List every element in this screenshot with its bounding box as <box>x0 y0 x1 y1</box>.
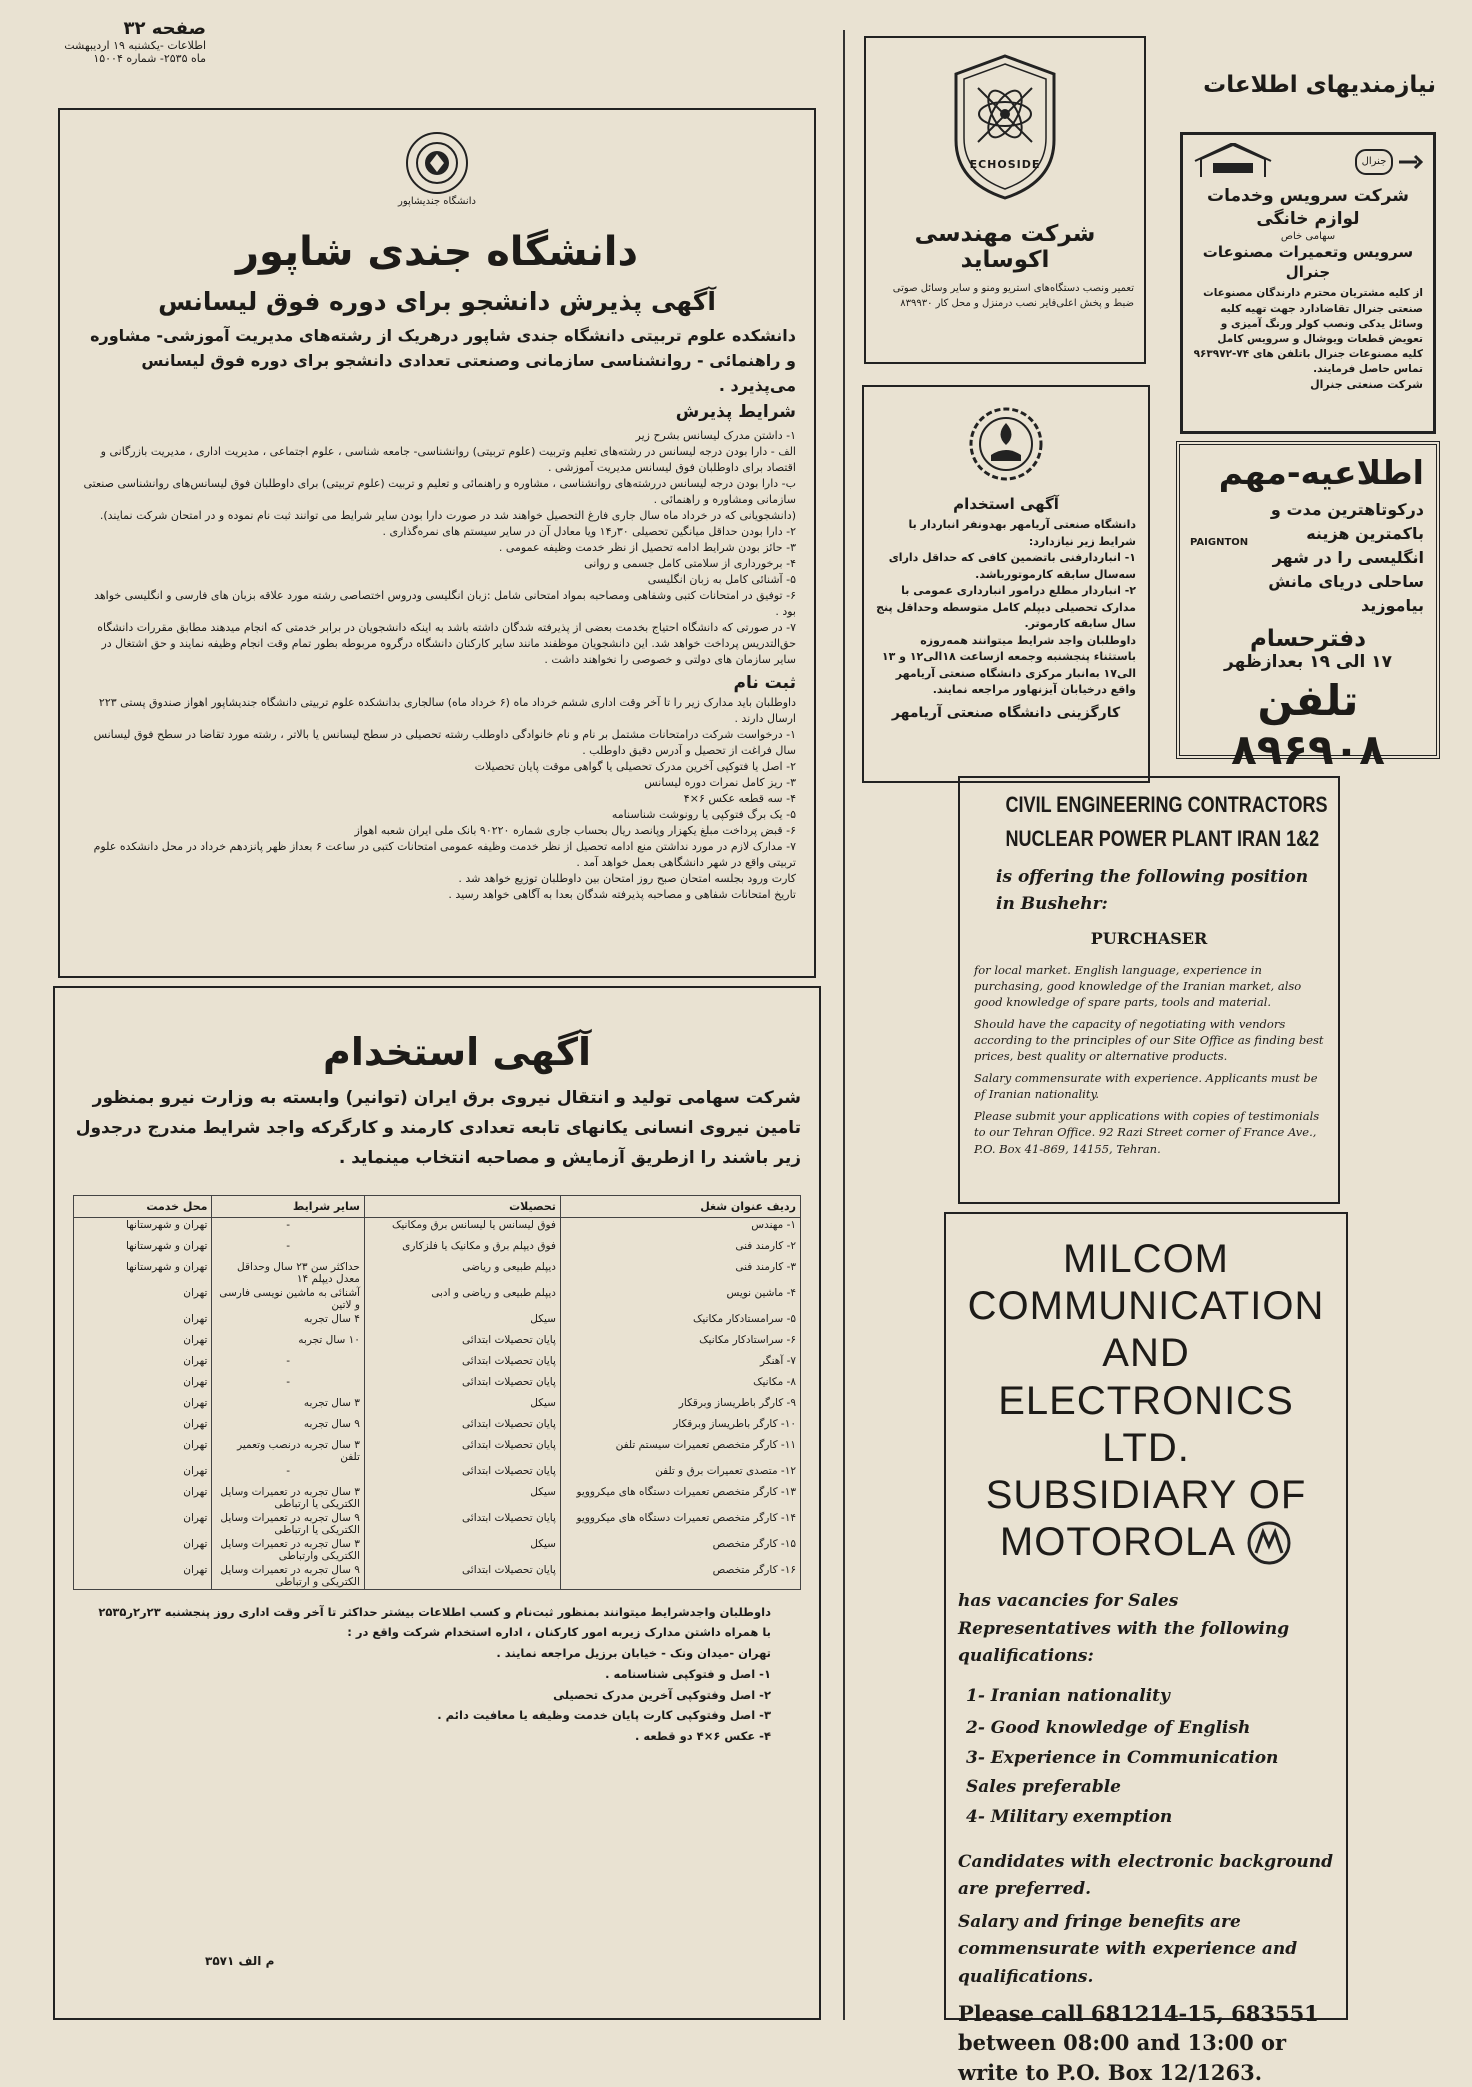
table-row <box>74 1396 800 1417</box>
table-cell: تهران <box>183 1438 208 1451</box>
table-cell: پایان تحصیلات ابتدائی <box>364 1563 560 1589</box>
table-cell: حداکثر سن ۲۳ سال وحداقل معدل دیپلم ۱۴ <box>212 1260 364 1286</box>
col-header: محل خدمت <box>74 1196 212 1218</box>
condition-item: ب- دارا بودن درجه لیسانس دررشته‌های روانشناسی ، مشاوره و راهنمائی و تعلیم و تربیت (علوم تربیتی) برای داوطلبان فوق لیسانس‌های روانشناسی صنعتی سازمانی ومشاوره و راهنمائی . <box>83 477 796 507</box>
general-service <box>1193 242 1423 283</box>
ad-code: م الف ۳۵۷۱ <box>205 1954 275 1968</box>
table-cell: - <box>212 1375 364 1396</box>
general-service-line: سرویس وتعمیرات مصنوعات <box>1202 242 1414 261</box>
general-footer: شرکت صنعتی جنرال <box>1310 377 1423 391</box>
milcom-contact: Please call 681214-15, 683551 between 08:00 and 13:00 or write to P.O. Box 12/1263. <box>958 2000 1319 2085</box>
civil-paragraph: Should have the capacity of negotiating with vendors according to the principles of our Site Office as finding best prices, best quality or alternative products. <box>974 1016 1324 1064</box>
table-cell: تهران <box>183 1333 208 1346</box>
civil-title-line: NUCLEAR POWER PLANT IRAN 1&2 <box>1005 826 1320 852</box>
civil-title-line: CIVIL ENGINEERING CONTRACTORS <box>1005 792 1328 817</box>
col-header: ردیف عنوان شغل <box>560 1196 800 1218</box>
echoside-body: تعمیر ونصب دستگاه‌های استریو ومنو و سایر وسائل صوتی ضبط و پخش اعلی‌فایر نصب درمنزل و محل کار ۸۳۹۹۳۰ <box>892 283 1134 309</box>
page-header <box>56 18 206 65</box>
general-title-line: شرکت سرویس وخدمات <box>1207 186 1409 206</box>
civil-ad <box>958 776 1340 1204</box>
table-cell: - <box>212 1464 364 1485</box>
notice-ad <box>1176 441 1440 774</box>
table-cell: ۱۰- کارگر باطریساز وبرقکار <box>560 1417 800 1438</box>
qualification-item: 3- Experience in Communication Sales preferable <box>966 1748 1279 1797</box>
milcom-salary: Salary and fringe benefits are commensurate with experience and qualifications. <box>958 1912 1298 1987</box>
table-cell: تهران <box>183 1375 208 1388</box>
table-cell: تهران <box>183 1417 208 1430</box>
civil-offering: is offering the following position in Bushehr: <box>996 867 1309 915</box>
register-item: ۳- ریز کامل نمرات دوره لیسانس <box>644 776 796 790</box>
milcom-title-line: MOTOROLA <box>999 1520 1237 1565</box>
notice-hours: ۱۷ الی ۱۹ بعدازظهر <box>1224 652 1392 672</box>
milcom-title <box>958 1236 1334 1566</box>
table-row <box>74 1333 800 1354</box>
table-cell: تهران <box>183 1464 208 1477</box>
milcom-title-line: MILCOM <box>1063 1237 1229 1281</box>
milcom-title-line: COMMUNICATION <box>967 1284 1325 1329</box>
civil-title <box>1005 788 1328 856</box>
aryamehr-item: داوطلبان واجد شرایط میتوانند همه‌روزه باستثناء پنجشنبه وجمعه ازساعت ۱۸الی۱۲ و ۱۳ الی۱۷ به‌انبار مرکزی دانشگاه صنعتی آریامهر واقع درخیابان آیزنهاور مراجعه نمایند. <box>881 633 1136 696</box>
table-cell: - <box>212 1239 364 1260</box>
house-icon <box>1193 143 1313 181</box>
table-cell: ۹- کارگر باطریساز وبرقکار <box>560 1396 800 1417</box>
table-cell: سیکل <box>364 1485 560 1511</box>
table-cell: ۱۵- کارگر متخصص <box>560 1537 800 1563</box>
table-cell: ۱۳- کارگر متخصص تعمیرات دستگاه های میکروویو <box>560 1485 800 1511</box>
milcom-title-line: SUBSIDIARY OF <box>985 1472 1307 1517</box>
table-cell: سیکل <box>364 1396 560 1417</box>
table-cell: آشنائی به ماشین نویسی فارسی و لاتین <box>212 1286 364 1312</box>
general-logo-badge <box>1355 149 1423 175</box>
table-cell: سیکل <box>364 1537 560 1563</box>
table-cell: ۲- کارمند فنی <box>560 1239 800 1260</box>
civil-position: PURCHASER <box>1090 928 1208 948</box>
table-cell: - <box>212 1218 364 1239</box>
column-divider <box>843 30 845 2020</box>
university-seal-icon <box>406 132 468 194</box>
footer-line: ۱- اصل و فتوکپی شناسنامه . <box>605 1666 771 1681</box>
condition-item: ۱- داشتن مدرک لیسانس بشرح زیر <box>635 429 796 443</box>
table-cell: پایان تحصیلات ابتدائی <box>364 1333 560 1354</box>
jobs-table-wrap <box>73 1195 801 1590</box>
paignton-label: PAIGNTON <box>1190 537 1249 548</box>
table-row <box>74 1375 800 1396</box>
table-row <box>74 1239 800 1260</box>
qualification-item: 4- Military exemption <box>966 1806 1173 1827</box>
table-cell: ۹ سال تجربه در تعمیرات وسایل الکتریکی و ارتباطی <box>212 1563 364 1589</box>
page-number: صفحه ۳۲ <box>123 18 206 39</box>
register-list <box>78 695 796 902</box>
table-cell: پایان تحصیلات ابتدائی <box>364 1354 560 1375</box>
register-item: ۲- اصل یا فتوکپی آخرین مدرک تحصیلی یا گواهی موقت پایان تحصیلات <box>474 760 796 774</box>
register-item: کارت ورود بجلسه امتحان صبح روز امتحان بین داوطلبان توزیع خواهد شد . <box>458 871 796 885</box>
general-service-line: جنرال <box>1285 263 1331 282</box>
table-cell: دیپلم طبیعی و ریاضی و ادبی <box>364 1286 560 1312</box>
aryamehr-intro: دانشگاه صنعتی آریامهر بهدونفر انباردار با شرایط زیر نیازدارد: <box>908 518 1136 548</box>
tavanir-ad <box>53 986 821 2020</box>
table-cell: فوق لیسانس یا لیسانس برق ومکانیک <box>364 1218 560 1239</box>
table-cell: ۳ سال تجربه در تعمیرات وسایل الکتریکی یا ارتباطی <box>212 1485 364 1511</box>
notice-title: اطلاعیه-مهم <box>1218 453 1424 492</box>
table-cell: سیکل <box>364 1312 560 1333</box>
table-cell: ۱۲- متصدی تعمیرات برق و تلفن <box>560 1464 800 1485</box>
table-cell: ۴ سال تجربه <box>212 1312 364 1333</box>
table-cell: ۷- آهنگر <box>560 1354 800 1375</box>
condition-item: الف - دارا بودن درجه لیسانس در رشته‌های تعلیم وتربیت (علوم تربیتی) روانشناسی- جامعه شناسی ، علوم اجتماعی ، مدیریت اداری ، مدیریت بازرگانی و اقتصاد برای داوطلبان فوق لیسانس مدیریت آموزشی . <box>100 445 796 475</box>
table-cell: فوق دیپلم برق و مکانیک یا فلزکاری <box>364 1239 560 1260</box>
general-sub: سهامی خاص <box>1280 230 1336 242</box>
echoside-logo-text: ECHOSIDE <box>969 158 1041 171</box>
table-row <box>74 1354 800 1375</box>
table-cell: تهران <box>183 1312 208 1325</box>
general-title <box>1193 185 1423 231</box>
date-line: اطلاعات -یکشنبه ۱۹ اردیبهشت <box>64 39 206 52</box>
table-row <box>74 1260 800 1286</box>
condition-item: ۵- آشنائی کامل به زبان انگلیسی <box>647 572 796 586</box>
civil-body <box>974 962 1324 1157</box>
general-logo-icon: جنرال <box>1355 149 1393 175</box>
shapur-intro: دانشکده علوم تربیتی دانشگاه جندی شاپور درهریک از رشته‌های مدیریت آموزشی- مشاوره و راهنمائی - روانشناسی سازمانی وصنعتی تعدادی دانشجو برای دوره فوق لیسانس می‌پذیرد . <box>90 326 796 395</box>
table-cell: پایان تحصیلات ابتدائی <box>364 1511 560 1537</box>
table-cell: ۵- سرامستادکار مکانیک <box>560 1312 800 1333</box>
general-body: از کلیه مشتریان محترم دارندگان مصنوعات صنعتی جنرال تقاضادارد جهت تهیه کلیه وسائل یدکی ونصب کولر ورنگ آمیزی و تعویض قطعات ویوشال و سرویس کامل کلیه مصنوعات جنرال باتلفن های ۷۴-۹۶۳۹۷۲ تماس حاصل فرمایند. <box>1193 287 1423 376</box>
register-item: ۷- مدارک لازم در مورد نداشتن منع ادامه تحصیل از نظر خدمت وظیفه عمومی امتحانات کتبی در ساعت ۶ بعداز ظهر پانزدهم خرداد در محل دانشکده علوم تربیتی واقع در شهر دانشگاهی بعمل خواهد آمد . <box>93 839 796 869</box>
condition-item: ۴- برخورداری از سلامتی کامل جسمی و روانی <box>584 556 796 570</box>
table-cell: پایان تحصیلات ابتدائی <box>364 1464 560 1485</box>
civil-paragraph: Salary commensurate with experience. Applicants must be of Iranian nationality. <box>974 1071 1318 1102</box>
table-row <box>74 1417 800 1438</box>
col-header: تحصیلات <box>364 1196 560 1218</box>
notice-phone: تلفن ۸۹۶۹۰۸ <box>1231 676 1385 774</box>
aryamehr-title: آگهی استخدام <box>953 495 1059 513</box>
milcom-candidates: Candidates with electronic background are preferred. <box>958 1851 1334 1900</box>
table-row <box>74 1563 800 1589</box>
register-intro: داوطلبان باید مدارک زیر را تا آخر وقت اداری ششم خرداد ماه (۶ خرداد ماه) سالجاری بدانشکده علوم تربیتی دانشگاه جندیشاپور اهواز صندوق پستی ۲۲۳ ارسال دارند . <box>98 696 796 726</box>
register-title: ثبت نام <box>733 673 796 694</box>
table-cell: ۱۶- کارگر متخصص <box>560 1563 800 1589</box>
table-row <box>74 1464 800 1485</box>
aryamehr-item: ۲- انباردار مطلع درامور انبارداری عمومی با مدارک تحصیلی دیپلم کامل متوسطه وحداقل پنج سال سابقه کارموتر. <box>876 584 1136 630</box>
table-row <box>74 1286 800 1312</box>
table-cell: تهران <box>183 1537 208 1550</box>
register-item: ۱- درخواست شرکت درامتحانات مشتمل بر نام و نام خانوادگی داوطلب رشته تحصیلی در سطح لیسانس یا بالاتر ، رشته مورد تقاضا در سطح فوق لیسانس سال فراغت از تحصیل و آدرس دقیق داوطلب . <box>93 728 796 758</box>
table-row <box>74 1485 800 1511</box>
register-item: تاریخ امتحانات شفاهی و مصاحبه پذیرفته شدگان بعدا به آگاهی خواهد رسید . <box>448 887 796 901</box>
table-cell: تهران <box>183 1563 208 1576</box>
motorola-logo-icon <box>1246 1520 1292 1566</box>
table-cell: پایان تحصیلات ابتدائی <box>364 1438 560 1464</box>
table-cell: ۹ سال تجربه در تعمیرات وسایل الکتریکی یا ارتباطی <box>212 1511 364 1537</box>
register-item: ۶- قبض پرداخت مبلغ یکهزار وپانصد ریال بحساب جاری شماره ۹۰۲۲۰ بانک ملی ایران شعبه اهواز <box>354 823 796 837</box>
aryamehr-body <box>876 517 1136 699</box>
aryamehr-item: ۱- انباردارفنی باتضمین کافی که حداقل دارای سه‌سال سابقه کارموتورباشد. <box>888 551 1136 581</box>
table-cell: تهران <box>183 1511 208 1524</box>
table-cell: تهران و شهرستانها <box>125 1239 208 1252</box>
shapur-title: دانشگاه جندی شاپور <box>235 229 639 275</box>
qualification-item: 2- Good knowledge of English <box>966 1718 1251 1739</box>
table-cell: تهران <box>183 1485 208 1498</box>
condition-item: ۶- توفیق در امتحانات کتبی وشفاهی ومصاحبه بمواد امتحانی شامل :زبان انگلیسی ودروس اختصاصی رشته مورد علاقه بزبان های فارسی و انگلیسی خواهد بود . <box>94 588 796 618</box>
table-cell: ۶- سراستادکار مکانیک <box>560 1333 800 1354</box>
shapur-ad <box>58 108 816 978</box>
table-cell: ۱- مهندس <box>560 1218 800 1239</box>
table-cell: - <box>212 1354 364 1375</box>
table-row <box>74 1537 800 1563</box>
milcom-title-line: AND ELECTRONICS <box>998 1331 1294 1423</box>
table-cell: ۴- ماشین نویس <box>560 1286 800 1312</box>
table-cell: ۱۴- کارگر متخصص تعمیرات دستگاه های میکروویو <box>560 1511 800 1537</box>
aryamehr-footer: کارگزینی دانشگاه صنعتی آریامهر <box>891 704 1121 721</box>
milcom-intro: has vacancies for Sales Representatives with the following qualifications: <box>958 1591 1290 1666</box>
issue-line: ماه ۲۵۳۵- شماره ۱۵۰۰۴ <box>93 52 206 65</box>
table-cell: پایان تحصیلات ابتدائی <box>364 1375 560 1396</box>
table-cell: تهران و شهرستانها <box>125 1260 208 1273</box>
tavanir-footer <box>73 1602 801 1747</box>
echoside-ad <box>864 36 1146 364</box>
general-title-line: لوازم خانگی <box>1256 208 1360 229</box>
civil-paragraph: Please submit your applications with copies of testimonials to our Tehran Office. 92 Razi Street corner of France Ave., P.O. Box 41-869, 14155, Tehran. <box>974 1109 1320 1156</box>
general-ad <box>1180 132 1436 434</box>
seal-caption: دانشگاه جندیشاپور <box>398 196 476 207</box>
echoside-shield-icon <box>950 52 1060 202</box>
footer-line: داوطلبان واجدشرایط میتوانند بمنظور ثبت‌نام و کسب اطلاعات بیشتر حداکثر تا آخر وقت اداری روز پنجشنبه ۲۳ر۲ر۲۵۳۵ <box>98 1604 771 1619</box>
milcom-title-line: LTD. <box>1102 1425 1190 1470</box>
table-cell: تهران و شهرستانها <box>125 1219 208 1232</box>
footer-line: با همراه داشتن مدارک زیربه امور کارکنان ، اداره استخدام شرکت واقع در : <box>347 1625 771 1640</box>
table-cell: دیپلم طبیعی و ریاضی <box>364 1260 560 1286</box>
table-cell: ۹ سال تجربه <box>212 1417 364 1438</box>
jobs-table-body <box>74 1218 800 1589</box>
civil-paragraph: for local market. English language, experience in purchasing, good knowledge of the Iranian market, also good knowledge of spare parts, tools and material. <box>974 962 1302 1009</box>
table-row <box>74 1438 800 1464</box>
qualification-item: 1- Iranian nationality <box>966 1685 1170 1706</box>
condition-item: ۲- دارا بودن حداقل میانگین تحصیلی ۳۰ر۱۴ ویا معادل آن در سایر سیستم های نمره‌گذاری . <box>382 525 796 539</box>
table-row <box>74 1312 800 1333</box>
conditions-title: شرایط پذیرش <box>675 402 796 423</box>
aryamehr-ad <box>862 385 1150 783</box>
table-cell: تهران <box>183 1286 208 1299</box>
conditions-list <box>78 428 796 667</box>
table-row <box>74 1218 800 1239</box>
aryamehr-emblem-icon <box>967 405 1045 483</box>
table-cell: ۸- مکانیک <box>560 1375 800 1396</box>
table-cell: ۳ سال تجربه درنصب وتعمیر تلفن <box>212 1438 364 1464</box>
condition-item: ۳- حائز بودن شرایط ادامه تحصیل از نظر خدمت وظیفه عمومی . <box>498 540 796 554</box>
tavanir-intro: شرکت سهامی تولید و انتقال نیروی برق ایران (توانیر) وابسته به وزارت نیرو بمنظور تامین نیروی انسانی یکانهای تابعه تعدادی کارمند و کارگرکه واجد شرایط مندرج درجدول زیر باشند را ازطریق آزمایش و مصاحبه انتخاب مینماید . <box>75 1088 801 1168</box>
tavanir-title: آگهی استخدام <box>322 1030 591 1074</box>
col-header: سایر شرایط <box>212 1196 364 1218</box>
section-title: نیازمندیهای اطلاعات <box>1203 72 1436 98</box>
footer-line: تهران -میدان ونک - خیابان برزیل مراجعه نمایند . <box>496 1646 771 1661</box>
table-cell: تهران <box>183 1354 208 1367</box>
jobs-table <box>74 1196 800 1589</box>
table-cell: پایان تحصیلات ابتدائی <box>364 1417 560 1438</box>
milcom-ad <box>944 1212 1348 2085</box>
table-cell: ۱۱- کارگر متخصص تعمیرات سیستم تلفن <box>560 1438 800 1464</box>
notice-office: دفترحسام <box>1249 626 1367 652</box>
footer-line: ۲- اصل وفتوکپی آخرین مدرک تحصیلی <box>553 1687 771 1702</box>
table-row <box>74 1511 800 1537</box>
footer-line: ۳- اصل وفتوکپی کارت پایان خدمت وظیفه یا معافیت دائم . <box>437 1708 771 1723</box>
notice-body: درکوتاهترین مدت و باکمترین هزینه انگلیسی را در شهر ساحلی دریای مانش بیاموزید <box>1268 500 1424 615</box>
condition-item: ۷- در صورتی که دانشگاه احتیاج بخدمت بعضی از پذیرفته شدگان داشته باشد به اینکه دانشجویان در برابر خدمتی که انجام میدهند مطابق مقررات دانشگاه حق‌التدریس پرداخت خواهد شد. این دانشجویان موظفند مانند سایر کارکنان دانشگاه درگروه مربوطه بطور تمام وقت انجام وظیفه نمایند و حق اشتغال در سایر سازمان های دولتی و خصوصی را نخواهند داشت . <box>97 620 796 666</box>
table-cell: ۳- کارمند فنی <box>560 1260 800 1286</box>
table-cell: ۱۰ سال تجربه <box>212 1333 364 1354</box>
milcom-quals <box>958 1680 1334 1833</box>
register-item: ۴- سه قطعه عکس ۶×۴ <box>683 792 796 806</box>
table-cell: تهران <box>183 1396 208 1409</box>
shapur-subtitle: آگهی پذیرش دانشجو برای دوره فوق لیسانس <box>158 287 716 316</box>
footer-line: ۴- عکس ۶×۴ دو قطعه . <box>635 1728 771 1743</box>
table-cell: ۳ سال تجربه در تعمیرات وسایل الکتریکی وارتباطی <box>212 1537 364 1563</box>
register-item: ۵- یک برگ فتوکپی یا رونوشت شناسنامه <box>611 808 796 822</box>
echoside-title: شرکت مهندسی اکوساید <box>914 221 1096 273</box>
table-cell: ۳ سال تجربه <box>212 1396 364 1417</box>
condition-item: (دانشجویانی که در خرداد ماه سال جاری فارغ التحصیل خواهند شد در صورت دارا بودن سایر شرایط می توانند ثبت نام نموده و در امتحان شرکت نمایند). <box>99 509 796 523</box>
wrench-icon <box>1397 151 1423 173</box>
